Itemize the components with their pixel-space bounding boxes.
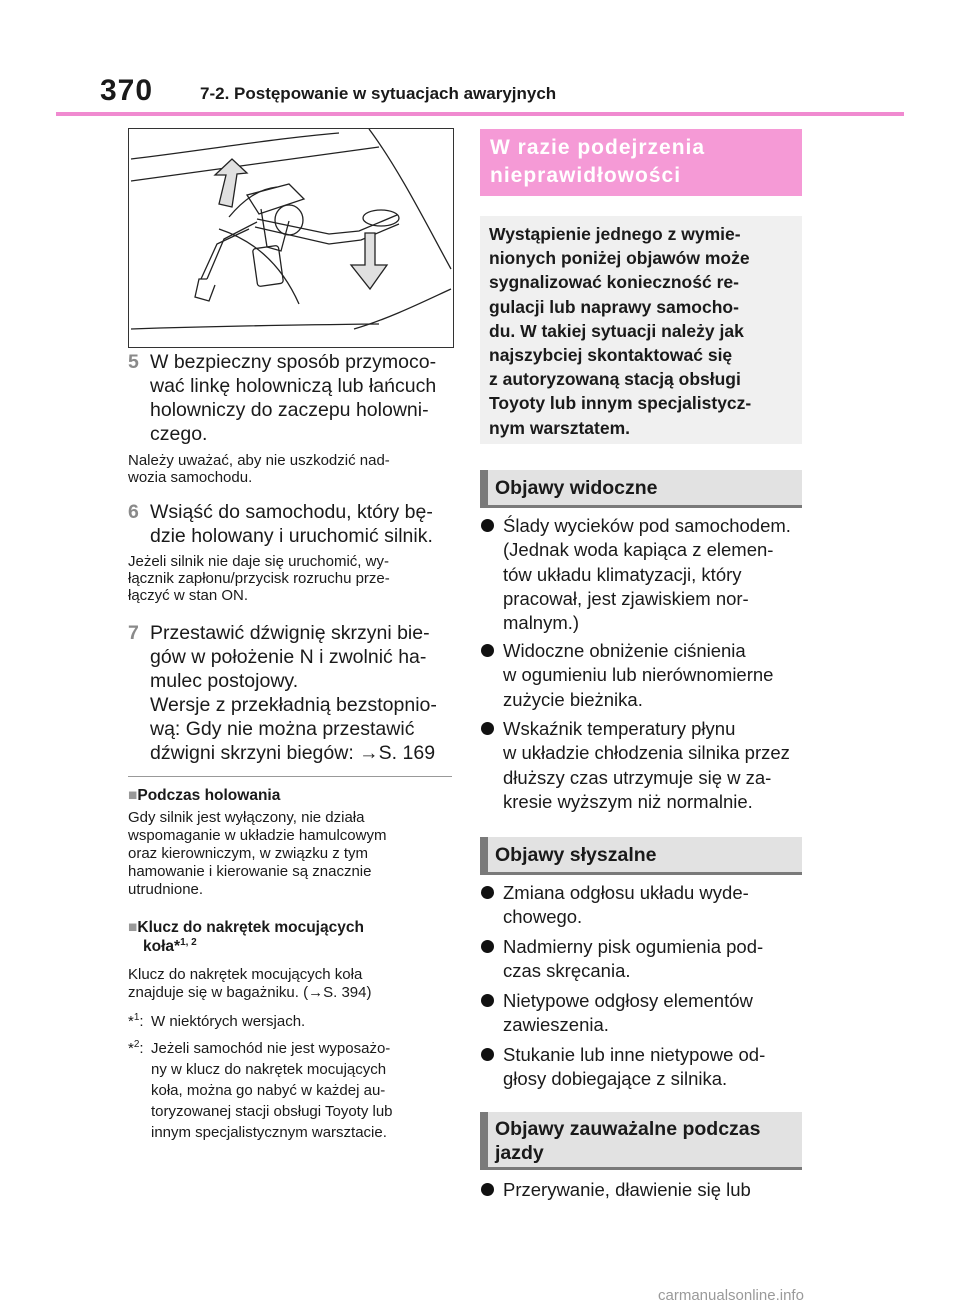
footnote-mark: *$^2$: — [128, 1039, 144, 1057]
step-6 — [128, 500, 458, 548]
intro-line: nionych poniżej objawów może — [489, 248, 750, 269]
bullet-item — [480, 514, 804, 635]
bullet-item — [480, 1043, 804, 1092]
bullet-line: Zmiana odgłosu układu wyde- — [503, 882, 749, 903]
towing-hook-illustration — [128, 128, 454, 348]
step-text-line: wać linkę holowniczą lub łańcuch — [150, 375, 437, 397]
bullet-item — [480, 881, 804, 930]
bullet-line: Nietypowe odgłosy elementów — [503, 990, 753, 1011]
section-heading-text: Objawy słyszalne — [495, 844, 657, 866]
bullet-item — [480, 989, 804, 1038]
section-heading-text: Objawy zauważalne podczas jazdy — [495, 1118, 761, 1164]
bullet-dot-icon — [481, 722, 494, 735]
section-divider — [128, 776, 452, 777]
footnote-ref: 1, 2 — [180, 936, 197, 948]
footnote-mark: *$^1$: — [128, 1012, 144, 1030]
footnote-line: W niektórych wersjach. — [151, 1013, 306, 1030]
wrench-heading-text: Klucz do nakrętek mocujących — [137, 919, 364, 936]
body-line: hamowanie i kierowanie są znacznie — [128, 863, 372, 880]
towing-hook-drawing — [129, 129, 453, 347]
section-heading-text: Objawy widoczne — [495, 477, 658, 499]
bullet-item — [480, 1178, 804, 1202]
wrench-heading-text: koła* — [143, 938, 181, 955]
bullet-dot-icon — [481, 886, 494, 899]
square-bullet-icon: ■ — [128, 787, 138, 804]
bullet-line: Stukanie lub inne nietypowe od- — [503, 1044, 766, 1065]
intro-line: du. W takiej sytuacji należy jak — [489, 320, 744, 341]
body-line: oraz kierowniczym, w związku z tym — [128, 845, 369, 862]
note-ignition — [128, 553, 452, 604]
bullet-line: kresie wyższym niż normalnie. — [503, 790, 753, 812]
bullet-dot-icon — [481, 994, 494, 1007]
page-number: 370 — [100, 74, 154, 107]
bullet-line: zawieszenia. — [503, 1014, 609, 1036]
bullet-dot-icon — [481, 644, 494, 657]
wrench-heading — [128, 918, 452, 956]
bullet-line: zużycie bieżnika. — [503, 688, 643, 710]
note-line: łączyć w stan ON. — [128, 587, 249, 604]
intro-line: Wystąpienie jednego z wymie- — [489, 224, 741, 244]
bullet-line: pracował, jest zjawiskiem nor- — [503, 587, 749, 609]
section-heading-visible — [480, 470, 802, 508]
section-title: 7-2. Postępowanie w sytuacjach awaryjnych — [200, 84, 557, 103]
header-divider — [56, 112, 904, 116]
footnote-line: ny w klucz do nakrętek mocujących — [151, 1061, 387, 1078]
bullet-line: malnym.) — [503, 612, 580, 634]
step-text-line: W bezpieczny sposób przymoco- — [150, 351, 437, 373]
step-text-line: holowniczy do zaczepu holowni- — [150, 399, 429, 421]
bullet-line: (Jednak woda kapiąca z elemen- — [503, 539, 774, 561]
footnote-1 — [128, 1011, 452, 1032]
footnote-line: koła, można go nabyć w każdej au- — [151, 1082, 386, 1099]
intro-line: najszybciej skontaktować się — [489, 345, 733, 366]
chapter-title-line: W razie podejrzenia — [490, 136, 706, 159]
bullet-dot-icon — [481, 519, 494, 532]
step-text-line: dzie holowany i uruchomić silnik. — [150, 525, 433, 547]
bullet-line: Ślady wycieków pod samochodem. — [503, 515, 791, 536]
intro-text — [489, 222, 794, 440]
footnote-line: toryzowanej stacji obsługi Toyoty lub — [151, 1103, 393, 1120]
bullet-line: dłuższy czas utrzymuje się w za- — [503, 766, 772, 788]
bullet-line: Widoczne obniżenie ciśnienia — [503, 640, 746, 661]
step-text-line: dźwigni skrzyni biegów: →S. 169 — [150, 742, 436, 764]
note-body-care — [128, 452, 452, 486]
note-line: Jeżeli silnik nie daje się uruchomić, wy- — [128, 553, 389, 570]
intro-line: sygnalizować konieczność re- — [489, 272, 739, 293]
step-text-line: Wersje z przekładnią bezstopnio- — [150, 694, 437, 716]
square-bullet-icon: ■ — [128, 919, 138, 936]
step-number: 7 — [128, 622, 139, 644]
body-line: znajduje się w bagażniku. (→S. 394) — [128, 984, 372, 1001]
footnote-2 — [128, 1038, 452, 1143]
intro-line: z autoryzowaną stacją obsługi — [489, 369, 741, 390]
section-heading-audible — [480, 837, 802, 875]
bullet-line: w układzie chłodzenia silnika przez — [503, 742, 790, 764]
bullet-dot-icon — [481, 940, 494, 953]
bullet-line: Nadmierny pisk ogumienia pod- — [503, 936, 764, 957]
intro-line: nym warsztatem. — [489, 417, 631, 438]
step-5 — [128, 350, 458, 446]
bullet-line: tów układu klimatyzacji, który — [503, 563, 742, 585]
bullet-line: Przerywanie, dławienie się lub — [503, 1179, 751, 1200]
step-text-line: mulec postojowy. — [150, 670, 299, 692]
bullet-dot-icon — [481, 1048, 494, 1061]
bullet-dot-icon — [481, 1183, 494, 1196]
footnote-line: innym specjalistycznym warsztacie. — [151, 1124, 387, 1141]
bullet-line: czas skręcania. — [503, 960, 631, 982]
body-line: Gdy silnik jest wyłączony, nie działa — [128, 809, 365, 826]
bullet-line: w ogumieniu lub nierównomierne — [503, 664, 774, 686]
footnote-line: Jeżeli samochód nie jest wyposażo- — [151, 1040, 391, 1057]
step-number: 5 — [128, 351, 139, 373]
wrench-body — [128, 966, 452, 1002]
body-line: utrudnione. — [128, 881, 204, 898]
bullet-line: głosy dobiegające z silnika. — [503, 1068, 728, 1090]
chapter-title-line: nieprawidłowości — [490, 164, 682, 187]
towing-heading — [128, 786, 452, 805]
step-text-line: wą: Gdy nie można przestawić — [150, 718, 415, 740]
bullet-item — [480, 639, 804, 712]
intro-line: gulacji lub naprawy samocho- — [489, 296, 739, 317]
step-text-line: czego. — [150, 423, 208, 445]
intro-line: Toyoty lub innym specjalistycz- — [489, 393, 752, 414]
watermark: carmanualsonline.info — [658, 1287, 804, 1304]
note-line: Należy uważać, aby nie uszkodzić nad- — [128, 452, 390, 469]
bullet-line: chowego. — [503, 906, 583, 928]
step-7 — [128, 621, 458, 765]
body-line: Klucz do nakrętek mocujących koła — [128, 966, 363, 983]
note-line: wozia samochodu. — [128, 469, 253, 486]
step-number: 6 — [128, 501, 139, 523]
body-line: wspomaganie w układzie hamulcowym — [128, 827, 387, 844]
towing-heading-text: Podczas holowania — [137, 787, 281, 804]
step-text-line: gów w położenie N i zwolnić ha- — [150, 646, 427, 668]
bullet-item — [480, 717, 804, 814]
chapter-title — [490, 134, 790, 190]
bullet-item — [480, 935, 804, 984]
step-text-line: Przestawić dźwignię skrzyni bie- — [150, 622, 430, 644]
section-heading-driving — [480, 1112, 802, 1170]
bullet-line: Wskaźnik temperatury płynu — [503, 718, 736, 739]
note-line: łącznik zapłonu/przycisk rozruchu prze- — [128, 570, 390, 587]
towing-body — [128, 809, 452, 899]
step-text-line: Wsiąść do samochodu, który bę- — [150, 501, 433, 523]
